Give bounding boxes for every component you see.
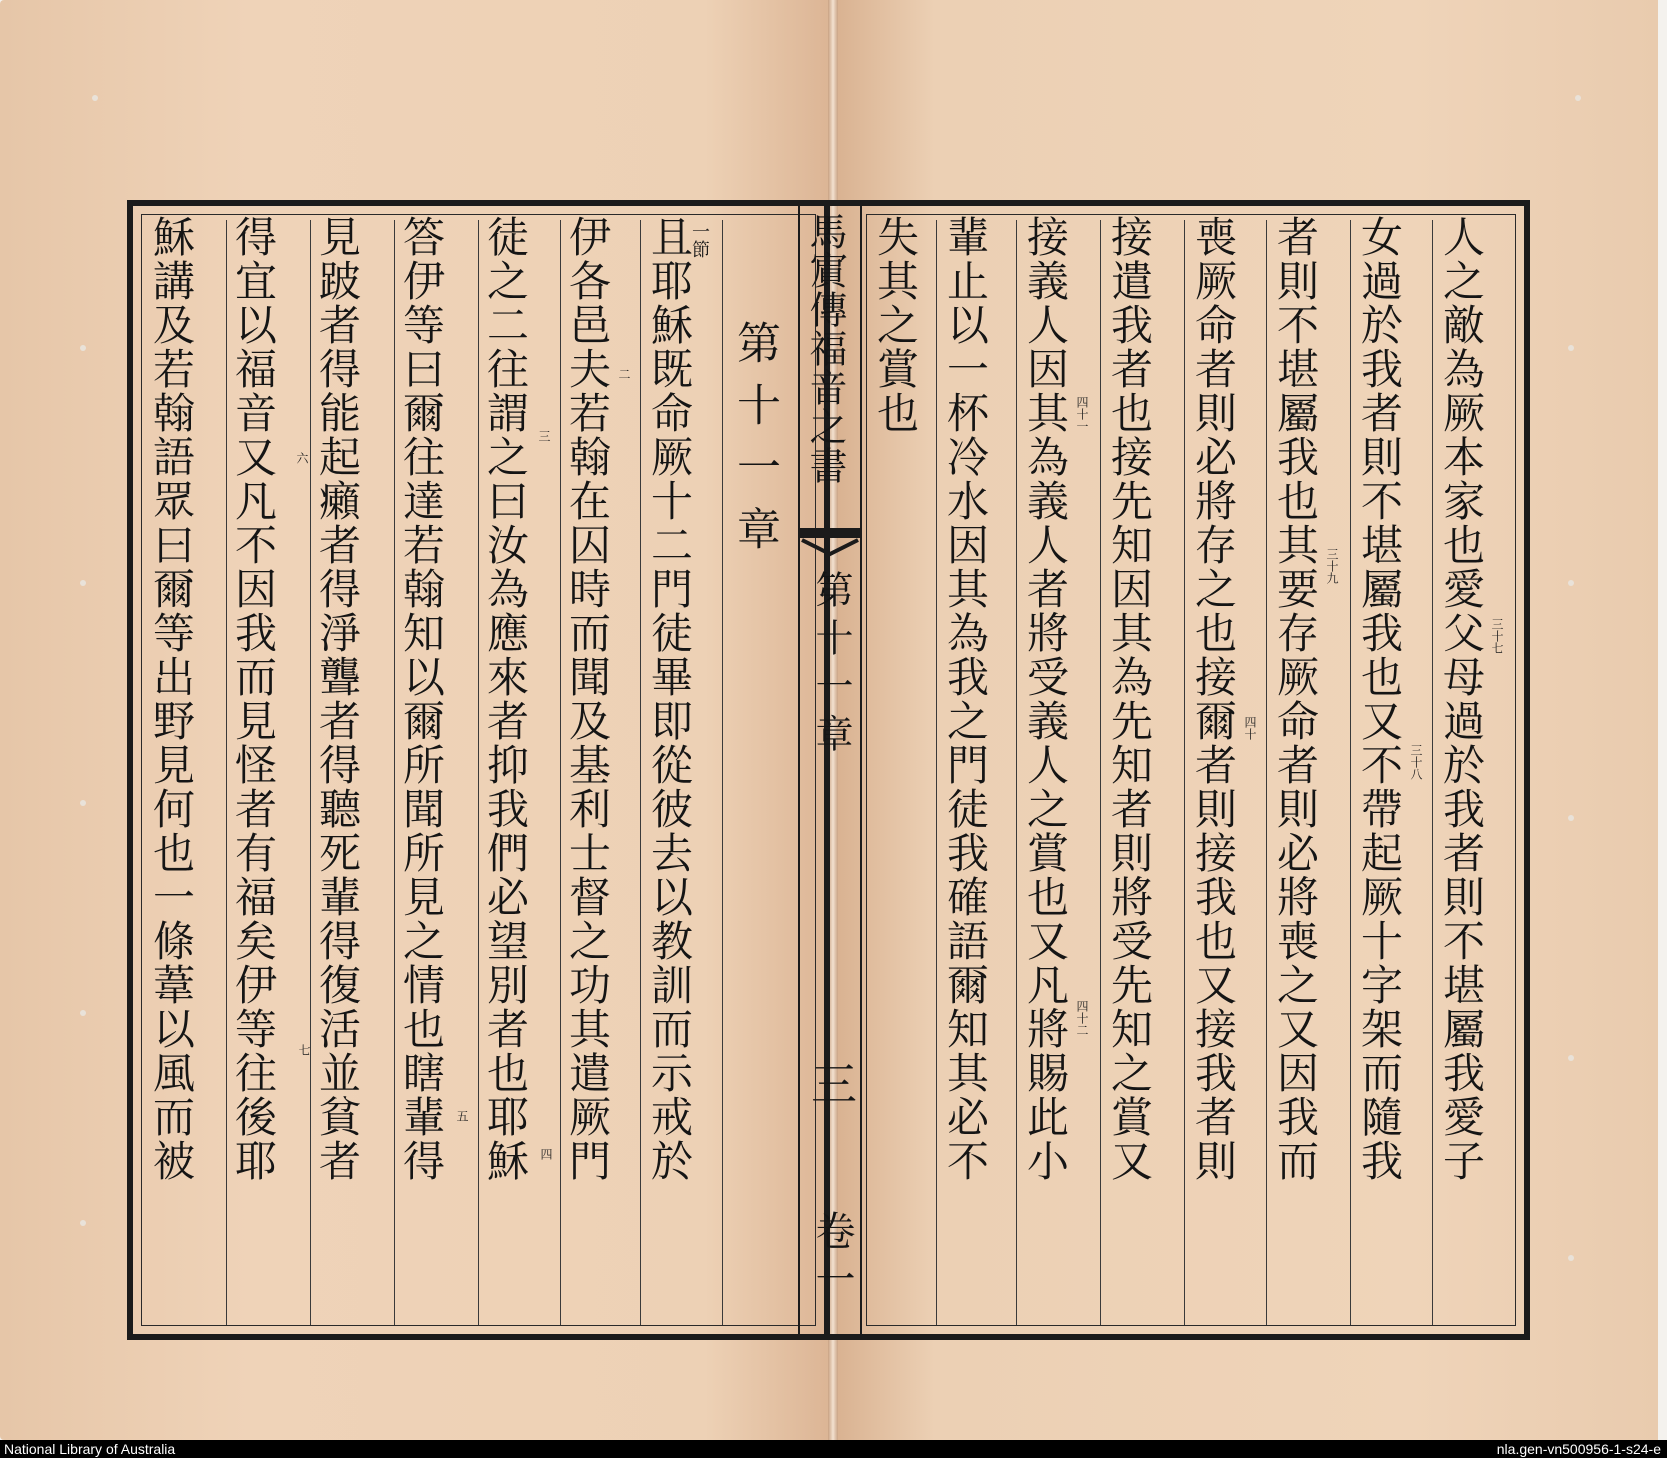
text-column: 人之敵為厥本家也愛父母過於我者則不堪屬我愛子 [1437,215,1486,1183]
text-column: 答伊等曰爾往達若翰知以爾所聞所見之情也瞎輩得 [397,215,446,1183]
binding-hole [80,580,86,586]
verse-marker: 二 [617,368,631,380]
verse-marker: 四十一 [1075,396,1089,432]
binding-hole [80,345,86,351]
verse-marker: 五 [455,1110,469,1122]
library-credit: National Library of Australia [4,1441,176,1457]
binding-hole [80,800,86,806]
section-label: 一節 [689,222,710,258]
text-column: 伊各邑夫若翰在囚時而聞及基利士督之功其遣厥門 [563,215,612,1183]
text-column: 接義人因其為義人者將受義人之賞也又凡將賜此小 [1021,215,1070,1183]
verse-marker: 三十八 [1409,744,1423,780]
strip-book-title: 馬賔傳福音之書 [803,212,847,485]
verse-marker: 三十九 [1325,548,1339,584]
column-rule [226,220,227,1325]
text-column: 接遣我者也接先知因其為先知者則將受先知之賞又 [1105,215,1154,1183]
caption-bar [0,1440,1667,1458]
strip-chapter: 第十一章 [809,570,853,762]
column-rule [640,220,641,1325]
column-rule [1100,220,1101,1325]
verse-marker: 四十 [1243,716,1257,740]
verse-marker: 三十七 [1490,618,1504,654]
text-column: 失其之賞也 [871,215,920,435]
binding-hole [92,95,98,101]
text-column: 者則不堪屬我也其要存厥命者則必將喪之又因我而 [1271,215,1320,1183]
column-rule [1016,220,1017,1325]
binding-hole [1568,345,1574,351]
item-identifier: nla.gen-vn500956-1-s24-e [1496,1441,1661,1457]
column-rule [1266,220,1267,1325]
text-column: 女過於我者則不堪屬我也又不帶起厥十字架而隨我 [1355,215,1404,1183]
verse-marker: 七 [297,1044,311,1056]
binding-hole [1568,580,1574,586]
binding-hole [1568,1255,1574,1261]
column-rule [936,220,937,1325]
binding-hole [1575,95,1581,101]
text-column: 且耶穌既命厥十二門徒畢即從彼去以教訓而示戒於 [645,215,694,1183]
verse-marker: 四 [539,1148,553,1160]
verse-marker: 六 [295,452,309,464]
column-rule [478,220,479,1325]
binding-hole [1568,815,1574,821]
column-rule [1350,220,1351,1325]
text-column: 穌講及若翰語眾曰爾等出野見何也一條葦以風而被 [147,215,196,1183]
verse-marker: 三 [537,430,551,442]
strip-folio: 三 [804,1060,858,1106]
column-rule [560,220,561,1325]
text-column: 輩止以一杯冷水因其為我之門徒我確語爾知其必不 [941,215,990,1183]
fishtail-mark-icon [800,528,860,560]
binding-hole [1568,1055,1574,1061]
column-rule [1432,220,1433,1325]
binding-hole [80,1010,86,1016]
column-rule [722,220,723,1325]
chapter-heading: 第十一章 [729,320,780,568]
binding-hole [80,1220,86,1226]
column-rule [1184,220,1185,1325]
verse-marker: 四十二 [1075,1000,1089,1036]
text-column: 徒之二往謂之曰汝為應來者抑我們必望別者也耶穌 [481,215,530,1183]
text-column: 喪厥命者則必將存之也接爾者則接我也又接我者則 [1189,215,1238,1183]
text-column: 得宜以福音又凡不因我而見怪者有福矣伊等往後耶 [229,215,278,1183]
strip-volume: 卷一 [809,1210,855,1306]
column-rule [394,220,395,1325]
text-column: 見跛者得能起癩者得淨聾者得聽死輩得復活並貧者 [313,215,362,1183]
column-rule [310,220,311,1325]
